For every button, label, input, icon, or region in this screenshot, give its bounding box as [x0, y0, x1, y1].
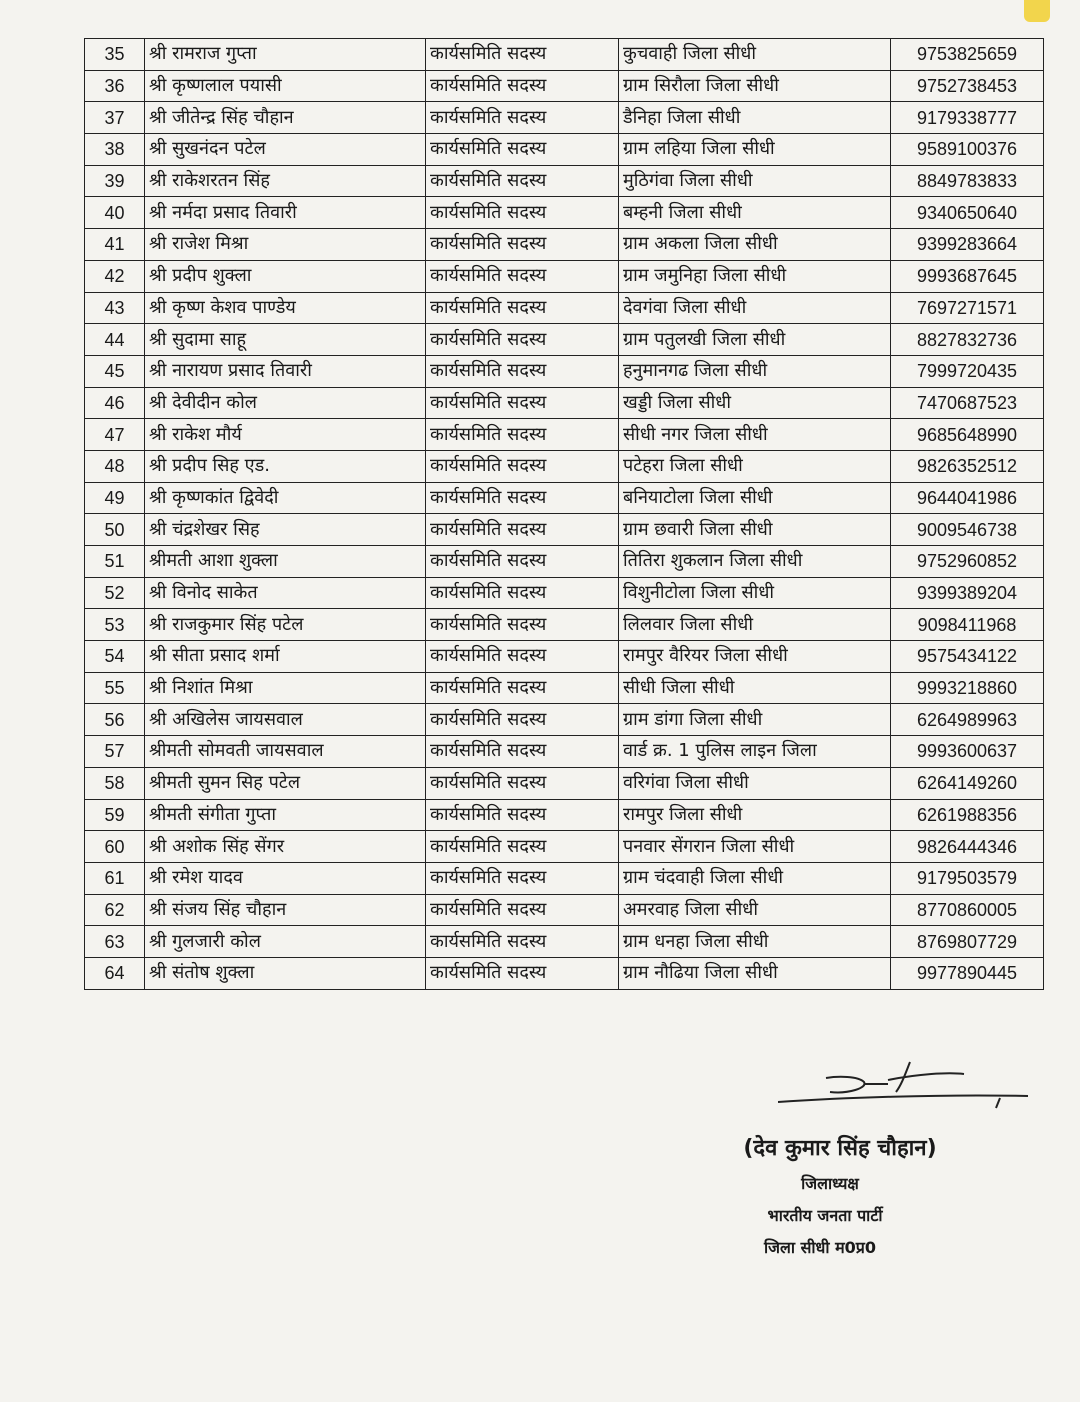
member-address-cell: ग्राम सिरौला जिला सीधी: [619, 70, 891, 102]
member-name-cell: श्री रामराज गुप्ता: [145, 39, 426, 71]
member-post-cell: कार्यसमिति सदस्य: [426, 957, 619, 989]
table-row: [85, 831, 1044, 863]
member-address-cell: पटेहरा जिला सीधी: [619, 450, 891, 482]
serial-number-cell: 40: [85, 197, 145, 229]
member-address-cell: तितिरा शुकलान जिला सीधी: [619, 546, 891, 578]
table-row: [85, 355, 1044, 387]
serial-number-cell: 46: [85, 387, 145, 419]
member-phone-cell: 9399389204: [891, 577, 1044, 609]
serial-number-cell: 49: [85, 482, 145, 514]
member-phone-cell: 7999720435: [891, 355, 1044, 387]
member-phone-cell: 9753825659: [891, 39, 1044, 71]
member-name-cell: श्रीमती संगीता गुप्ता: [145, 799, 426, 831]
member-phone-cell: 9179338777: [891, 102, 1044, 134]
member-name-cell: श्री राकेशरतन सिंह: [145, 165, 426, 197]
member-phone-cell: 8770860005: [891, 894, 1044, 926]
member-phone-cell: 9399283664: [891, 229, 1044, 261]
member-name-cell: श्री सीता प्रसाद शर्मा: [145, 641, 426, 673]
member-name-cell: श्री राकेश मौर्य: [145, 419, 426, 451]
serial-number-cell: 38: [85, 134, 145, 166]
serial-number-cell: 59: [85, 799, 145, 831]
member-name-cell: श्री अशोक सिंह सेंगर: [145, 831, 426, 863]
member-name-cell: श्री देवीदीन कोल: [145, 387, 426, 419]
table-row: [85, 229, 1044, 261]
member-post-cell: कार्यसमिति सदस्य: [426, 134, 619, 166]
member-phone-cell: 9993687645: [891, 260, 1044, 292]
serial-number-cell: 35: [85, 39, 145, 71]
member-address-cell: वरिगंवा जिला सीधी: [619, 767, 891, 799]
table-row: [85, 292, 1044, 324]
member-phone-cell: 9575434122: [891, 641, 1044, 673]
member-name-cell: श्री राजेश मिश्रा: [145, 229, 426, 261]
member-name-cell: श्री जीतेन्द्र सिंह चौहान: [145, 102, 426, 134]
member-post-cell: कार्यसमिति सदस्य: [426, 609, 619, 641]
member-address-cell: कुचवाही जिला सीधी: [619, 39, 891, 71]
member-address-cell: रामपुर जिला सीधी: [619, 799, 891, 831]
member-post-cell: कार्यसमिति सदस्य: [426, 355, 619, 387]
member-name-cell: श्री गुलजारी कोल: [145, 926, 426, 958]
serial-number-cell: 41: [85, 229, 145, 261]
member-post-cell: कार्यसमिति सदस्य: [426, 799, 619, 831]
member-address-cell: ग्राम पतुलखी जिला सीधी: [619, 324, 891, 356]
member-address-cell: ग्राम लहिया जिला सीधी: [619, 134, 891, 166]
signatory-name: (देव कुमार सिंह चौहान): [743, 1136, 937, 1161]
table-row: [85, 609, 1044, 641]
member-name-cell: श्री संजय सिंह चौहान: [145, 894, 426, 926]
member-name-cell: श्री नर्मदा प्रसाद तिवारी: [145, 197, 426, 229]
serial-number-cell: 60: [85, 831, 145, 863]
member-address-cell: रामपुर वैरियर जिला सीधी: [619, 641, 891, 673]
member-post-cell: कार्यसमिति सदस्य: [426, 102, 619, 134]
member-name-cell: श्रीमती सोमवती जायसवाल: [145, 736, 426, 768]
member-post-cell: कार्यसमिति सदस्य: [426, 704, 619, 736]
serial-number-cell: 51: [85, 546, 145, 578]
member-phone-cell: 9977890445: [891, 957, 1044, 989]
member-post-cell: कार्यसमिति सदस्य: [426, 229, 619, 261]
serial-number-cell: 47: [85, 419, 145, 451]
member-post-cell: कार्यसमिति सदस्य: [426, 926, 619, 958]
member-address-cell: ग्राम धनहा जिला सीधी: [619, 926, 891, 958]
serial-number-cell: 64: [85, 957, 145, 989]
member-phone-cell: 9009546738: [891, 514, 1044, 546]
member-address-cell: ग्राम डांगा जिला सीधी: [619, 704, 891, 736]
table-row: [85, 450, 1044, 482]
member-post-cell: कार्यसमिति सदस्य: [426, 831, 619, 863]
member-post-cell: कार्यसमिति सदस्य: [426, 736, 619, 768]
member-phone-cell: 7470687523: [891, 387, 1044, 419]
member-phone-cell: 6261988356: [891, 799, 1044, 831]
serial-number-cell: 36: [85, 70, 145, 102]
member-name-cell: श्री निशांत मिश्रा: [145, 672, 426, 704]
table-row: [85, 387, 1044, 419]
table-row: [85, 799, 1044, 831]
member-phone-cell: 6264989963: [891, 704, 1044, 736]
table-row: [85, 546, 1044, 578]
member-phone-cell: 9826444346: [891, 831, 1044, 863]
member-phone-cell: 8849783833: [891, 165, 1044, 197]
member-phone-cell: 9179503579: [891, 862, 1044, 894]
serial-number-cell: 45: [85, 355, 145, 387]
table-row: [85, 134, 1044, 166]
serial-number-cell: 54: [85, 641, 145, 673]
member-address-cell: ग्राम चंदवाही जिला सीधी: [619, 862, 891, 894]
table-row: [85, 862, 1044, 894]
member-address-cell: अमरवाह जिला सीधी: [619, 894, 891, 926]
member-address-cell: पनवार सेंगरान जिला सीधी: [619, 831, 891, 863]
serial-number-cell: 62: [85, 894, 145, 926]
member-phone-cell: 8769807729: [891, 926, 1044, 958]
serial-number-cell: 43: [85, 292, 145, 324]
member-post-cell: कार्यसमिति सदस्य: [426, 641, 619, 673]
member-post-cell: कार्यसमिति सदस्य: [426, 387, 619, 419]
member-name-cell: श्री सुखनंदन पटेल: [145, 134, 426, 166]
member-address-cell: सीधी नगर जिला सीधी: [619, 419, 891, 451]
table-row: [85, 39, 1044, 71]
serial-number-cell: 63: [85, 926, 145, 958]
member-name-cell: श्री कृष्ण केशव पाण्डेय: [145, 292, 426, 324]
member-post-cell: कार्यसमिति सदस्य: [426, 672, 619, 704]
member-name-cell: श्री कृष्णलाल पयासी: [145, 70, 426, 102]
member-address-cell: बनियाटोला जिला सीधी: [619, 482, 891, 514]
member-post-cell: कार्यसमिति सदस्य: [426, 862, 619, 894]
member-post-cell: कार्यसमिति सदस्य: [426, 546, 619, 578]
member-post-cell: कार्यसमिति सदस्य: [426, 39, 619, 71]
member-phone-cell: 9993218860: [891, 672, 1044, 704]
member-address-cell: वार्ड क्र. 1 पुलिस लाइन जिला: [619, 736, 891, 768]
member-address-cell: खड्डी जिला सीधी: [619, 387, 891, 419]
member-name-cell: श्री नारायण प्रसाद तिवारी: [145, 355, 426, 387]
table-row: [85, 577, 1044, 609]
member-post-cell: कार्यसमिति सदस्य: [426, 324, 619, 356]
member-phone-cell: 9340650640: [891, 197, 1044, 229]
serial-number-cell: 39: [85, 165, 145, 197]
member-name-cell: श्रीमती सुमन सिह पटेल: [145, 767, 426, 799]
member-name-cell: श्री चंद्रशेखर सिह: [145, 514, 426, 546]
member-name-cell: श्री रमेश यादव: [145, 862, 426, 894]
member-phone-cell: 9098411968: [891, 609, 1044, 641]
member-address-cell: मुठिगंवा जिला सीधी: [619, 165, 891, 197]
member-phone-cell: 9644041986: [891, 482, 1044, 514]
member-name-cell: श्री विनोद साकेत: [145, 577, 426, 609]
member-name-cell: श्री राजकुमार सिंह पटेल: [145, 609, 426, 641]
member-post-cell: कार्यसमिति सदस्य: [426, 260, 619, 292]
member-phone-cell: 9826352512: [891, 450, 1044, 482]
signatory-organization: भारतीय जनता पार्टी: [767, 1206, 883, 1225]
serial-number-cell: 50: [85, 514, 145, 546]
member-post-cell: कार्यसमिति सदस्य: [426, 292, 619, 324]
serial-number-cell: 56: [85, 704, 145, 736]
table-row: [85, 926, 1044, 958]
member-post-cell: कार्यसमिति सदस्य: [426, 450, 619, 482]
member-post-cell: कार्यसमिति सदस्य: [426, 577, 619, 609]
member-phone-cell: 7697271571: [891, 292, 1044, 324]
member-address-cell: ग्राम जमुनिहा जिला सीधी: [619, 260, 891, 292]
member-post-cell: कार्यसमिति सदस्य: [426, 197, 619, 229]
member-name-cell: श्रीमती आशा शुक्ला: [145, 546, 426, 578]
serial-number-cell: 48: [85, 450, 145, 482]
serial-number-cell: 57: [85, 736, 145, 768]
member-phone-cell: 9993600637: [891, 736, 1044, 768]
serial-number-cell: 37: [85, 102, 145, 134]
table-row: [85, 704, 1044, 736]
member-post-cell: कार्यसमिति सदस्य: [426, 514, 619, 546]
member-address-cell: विशुनीटोला जिला सीधी: [619, 577, 891, 609]
serial-number-cell: 55: [85, 672, 145, 704]
signatory-block: [700, 1132, 1020, 1258]
member-phone-cell: 9752960852: [891, 546, 1044, 578]
corner-sticker: [1024, 0, 1050, 22]
member-phone-cell: 6264149260: [891, 767, 1044, 799]
member-post-cell: कार्यसमिति सदस्य: [426, 70, 619, 102]
table-row: [85, 102, 1044, 134]
member-address-cell: बम्हनी जिला सीधी: [619, 197, 891, 229]
table-row: [85, 767, 1044, 799]
member-address-cell: ग्राम नौढिया जिला सीधी: [619, 957, 891, 989]
member-address-cell: देवगंवा जिला सीधी: [619, 292, 891, 324]
member-address-cell: डैनिहा जिला सीधी: [619, 102, 891, 134]
table-row: [85, 482, 1044, 514]
table-row: [85, 70, 1044, 102]
serial-number-cell: 58: [85, 767, 145, 799]
table-row: [85, 957, 1044, 989]
member-name-cell: श्री प्रदीप शुक्ला: [145, 260, 426, 292]
members-table-body: [85, 39, 1044, 990]
member-post-cell: कार्यसमिति सदस्य: [426, 165, 619, 197]
serial-number-cell: 52: [85, 577, 145, 609]
member-name-cell: श्री संतोष शुक्ला: [145, 957, 426, 989]
member-phone-cell: 9685648990: [891, 419, 1044, 451]
signatory-location: जिला सीधी म0प्र0: [763, 1238, 877, 1257]
table-row: [85, 894, 1044, 926]
member-post-cell: कार्यसमिति सदस्य: [426, 894, 619, 926]
member-post-cell: कार्यसमिति सदस्य: [426, 419, 619, 451]
member-phone-cell: 8827832736: [891, 324, 1044, 356]
member-post-cell: कार्यसमिति सदस्य: [426, 482, 619, 514]
member-address-cell: हनुमानगढ जिला सीधी: [619, 355, 891, 387]
member-address-cell: लिलवार जिला सीधी: [619, 609, 891, 641]
table-row: [85, 641, 1044, 673]
members-table: [84, 38, 1044, 990]
table-row: [85, 260, 1044, 292]
member-name-cell: श्री सुदामा साहू: [145, 324, 426, 356]
table-row: [85, 672, 1044, 704]
member-post-cell: कार्यसमिति सदस्य: [426, 767, 619, 799]
member-phone-cell: 9589100376: [891, 134, 1044, 166]
member-address-cell: सीधी जिला सीधी: [619, 672, 891, 704]
serial-number-cell: 61: [85, 862, 145, 894]
serial-number-cell: 42: [85, 260, 145, 292]
table-row: [85, 324, 1044, 356]
table-row: [85, 165, 1044, 197]
signatory-designation: जिलाध्यक्ष: [801, 1174, 859, 1193]
serial-number-cell: 44: [85, 324, 145, 356]
serial-number-cell: 53: [85, 609, 145, 641]
signature-image: [778, 1058, 1038, 1110]
member-name-cell: श्री प्रदीप सिह एड.: [145, 450, 426, 482]
table-row: [85, 197, 1044, 229]
member-address-cell: ग्राम अकला जिला सीधी: [619, 229, 891, 261]
table-row: [85, 419, 1044, 451]
member-address-cell: ग्राम छवारी जिला सीधी: [619, 514, 891, 546]
member-name-cell: श्री कृष्णकांत द्विवेदी: [145, 482, 426, 514]
table-row: [85, 736, 1044, 768]
member-name-cell: श्री अखिलेस जायसवाल: [145, 704, 426, 736]
member-phone-cell: 9752738453: [891, 70, 1044, 102]
table-row: [85, 514, 1044, 546]
